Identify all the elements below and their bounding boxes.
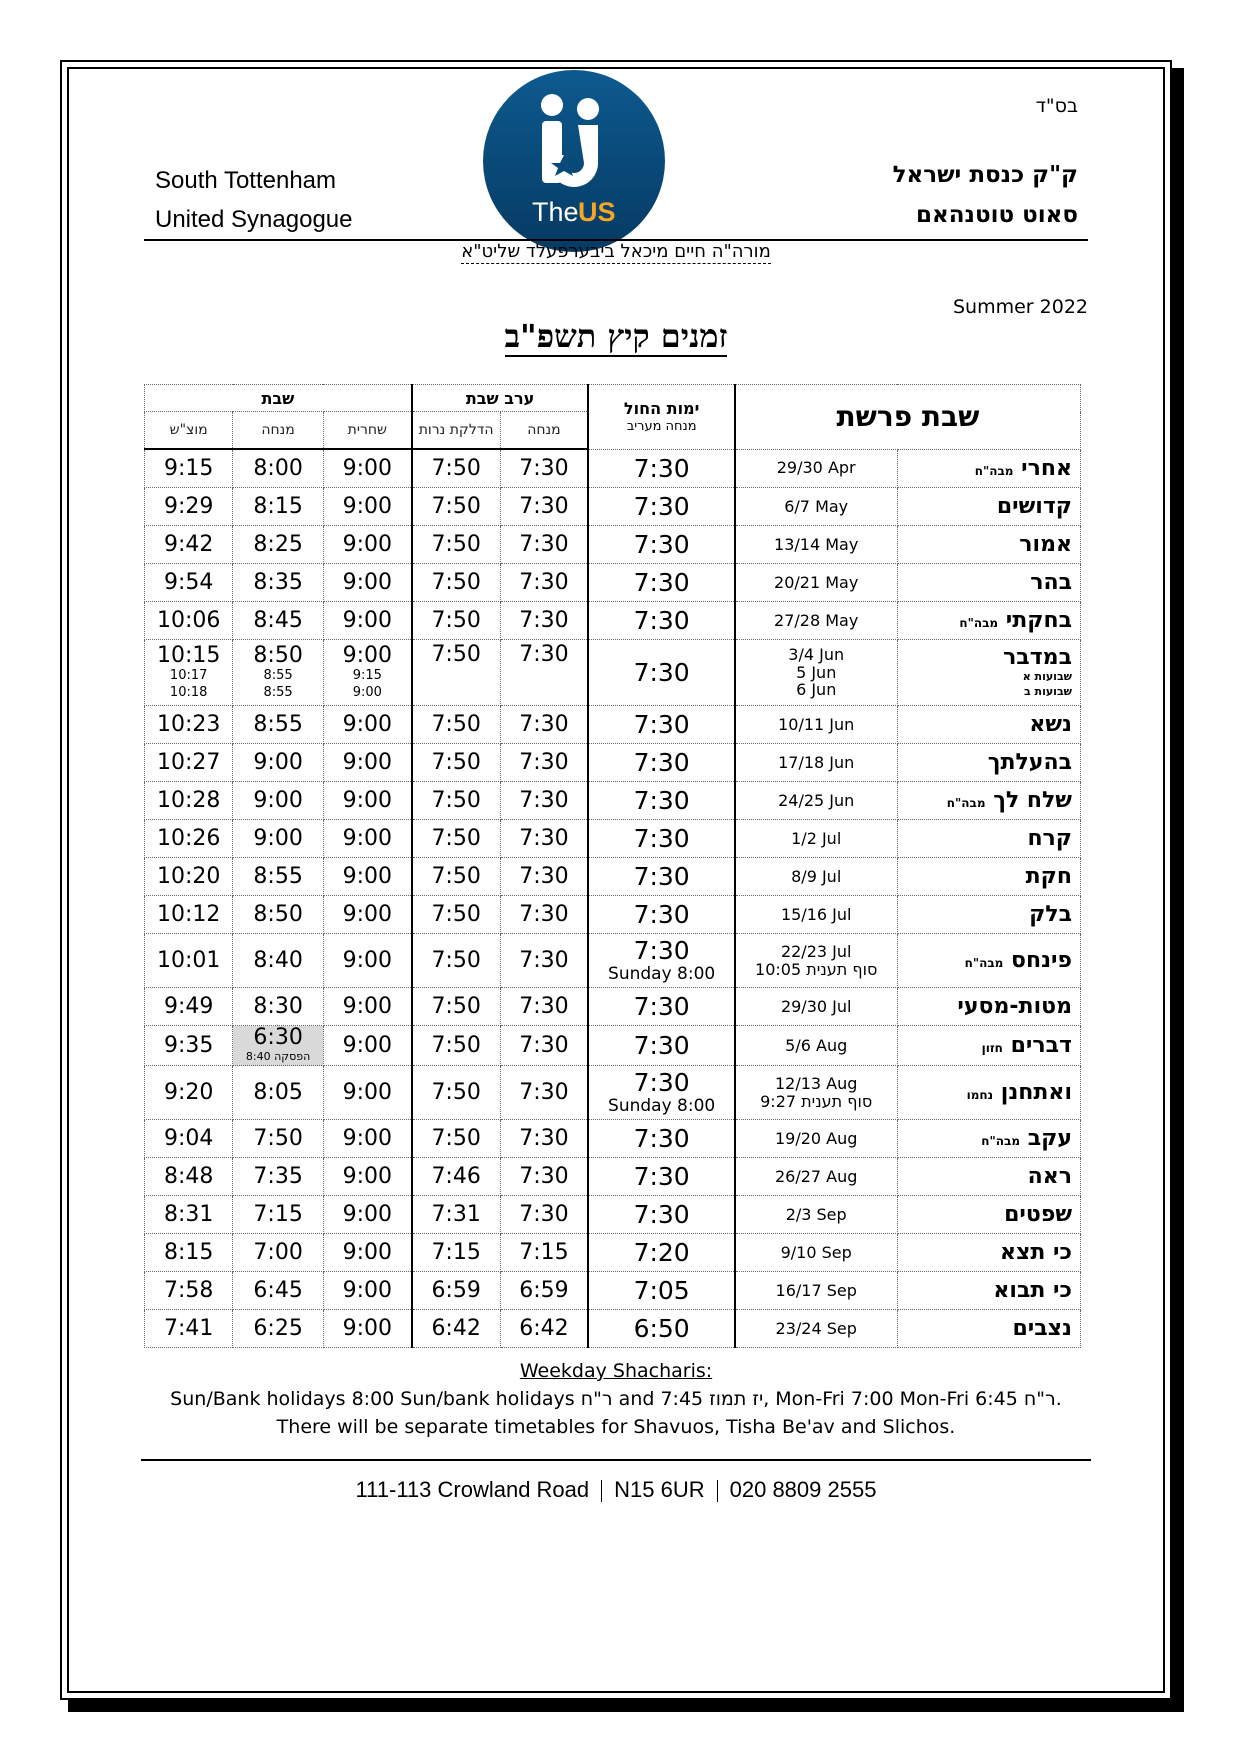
page-title-text: זמנים קיץ תשפ"ב xyxy=(504,317,728,355)
parsha-name: קדושים xyxy=(996,494,1072,519)
shachris-time: 9:00 xyxy=(323,858,411,896)
candle-lighting-time: 7:50 xyxy=(412,1120,500,1158)
shachris-time: 9:00 xyxy=(323,820,411,858)
shachris-time: 9:00 xyxy=(323,488,411,526)
parsha-cell xyxy=(897,1196,1080,1234)
parsha-name: פינחס xyxy=(1011,948,1072,973)
header-parsha: שבת פרשת xyxy=(735,385,1081,450)
table-row xyxy=(145,744,1081,782)
motzash-time: 8:31 xyxy=(145,1196,233,1234)
weekday-mincha-time: 7:30 xyxy=(588,1196,734,1234)
shachris-time: 9:00 xyxy=(323,706,411,744)
candle-lighting-time: 7:50 xyxy=(412,602,500,640)
table-row xyxy=(145,1272,1081,1310)
mincha-erev-time: 7:30 xyxy=(500,744,588,782)
mincha-erev-time: 7:30 xyxy=(500,1196,588,1234)
parsha-cell xyxy=(897,449,1080,488)
parsha-name: במדבר xyxy=(1003,645,1072,671)
mincha-shabbos-time: 8:40 xyxy=(233,934,324,988)
mincha-erev-time: 6:59 xyxy=(500,1272,588,1310)
mincha-erev-time: 7:30 xyxy=(500,449,588,488)
candle-lighting-time: 7:50 xyxy=(412,744,500,782)
mincha-shabbos-time: 7:15 xyxy=(233,1196,324,1234)
weekday-mincha-time: 7:30 xyxy=(588,449,734,488)
table-row xyxy=(145,988,1081,1026)
mincha-shabbos-time: 6:45 xyxy=(233,1272,324,1310)
parsha-name: כי תבוא xyxy=(993,1278,1072,1303)
motzash-time: 9:15 xyxy=(145,449,233,488)
date-cell: 16/17 Sep xyxy=(735,1272,897,1310)
motzash-time: 10:27 xyxy=(145,744,233,782)
header-shabbos: שבת xyxy=(145,385,412,412)
mincha-shabbos-time: 7:35 xyxy=(233,1158,324,1196)
date-cell: 29/30 Jul xyxy=(735,988,897,1026)
rabbi-name: מורה"ה חיים מיכאל ביבערפעלד שליט"א xyxy=(461,241,771,262)
parsha-name: בהר xyxy=(1030,570,1072,595)
separator xyxy=(717,1480,718,1502)
weekday-mincha-time: 7:30 Sunday 8:00 xyxy=(588,934,734,988)
parsha-cell xyxy=(897,896,1080,934)
page-frame xyxy=(60,60,1172,1700)
table-row xyxy=(145,782,1081,820)
weekday-mincha-time: 7:30 xyxy=(588,488,734,526)
parsha-name: חקת xyxy=(1025,864,1072,889)
separate-timetables-note: There will be separate timetables for Shavuos, Tisha Be'av and Slichos. xyxy=(276,1416,956,1438)
date-cell: 26/27 Aug xyxy=(735,1158,897,1196)
address-line xyxy=(69,1477,1163,1503)
parsha-cell xyxy=(897,744,1080,782)
parsha-name: אמור xyxy=(1019,532,1072,557)
shachris-time: 9:00 xyxy=(323,1234,411,1272)
zmanim-table xyxy=(144,384,1081,1348)
logo-text-the: The xyxy=(532,197,579,227)
parsha-note: מבה"ח xyxy=(946,796,986,810)
candle-lighting-time: 7:50 xyxy=(412,820,500,858)
mincha-erev-time: 7:30 xyxy=(500,896,588,934)
date-cell: 22/23 Jul סוף תענית 10:05 xyxy=(735,934,897,988)
candle-lighting-time: 7:50 xyxy=(412,706,500,744)
mincha-shabbos-time: 8:35 xyxy=(233,564,324,602)
mincha-shabbos-time: 8:25 xyxy=(233,526,324,564)
weekday-mincha-time: 7:30 xyxy=(588,564,734,602)
table-row xyxy=(145,820,1081,858)
org-name-he-line1: ק"ק כנסת ישראל xyxy=(892,162,1078,188)
parsha-cell xyxy=(897,988,1080,1026)
shachris-time: 9:00 xyxy=(323,782,411,820)
weekday-mincha-time: 7:30 xyxy=(588,1120,734,1158)
table-row xyxy=(145,1234,1081,1272)
mincha-shabbos-time: 7:50 xyxy=(233,1120,324,1158)
mincha-shabbos-time: 8:45 xyxy=(233,602,324,640)
candle-lighting-time: 7:50 xyxy=(412,564,500,602)
motzash-time: 10:28 xyxy=(145,782,233,820)
bsd-mark: בס"ד xyxy=(1035,95,1078,117)
shachris-time: 9:00 xyxy=(323,934,411,988)
shachris-time: 9:00 xyxy=(323,988,411,1026)
theus-logo xyxy=(482,69,666,253)
mincha-erev-time: 7:30 xyxy=(500,602,588,640)
date-cell: 2/3 Sep xyxy=(735,1196,897,1234)
mincha-shabbos-time: 9:00 xyxy=(233,744,324,782)
weekday-mincha-time: 7:30 xyxy=(588,1158,734,1196)
parsha-name: נשא xyxy=(1029,712,1072,737)
motzash-time: 10:23 xyxy=(145,706,233,744)
mincha-shabbos-time: 8:15 xyxy=(233,488,324,526)
candle-lighting-time: 7:50 xyxy=(412,640,500,706)
table-row xyxy=(145,1066,1081,1120)
org-name-en-line2: United Synagogue xyxy=(155,206,353,233)
parsha-name: שפטים xyxy=(1004,1202,1072,1227)
candle-lighting-time: 7:50 xyxy=(412,896,500,934)
table-row xyxy=(145,896,1081,934)
mincha-erev-time: 7:30 xyxy=(500,858,588,896)
parsha-cell: ואתחנן נחמו xyxy=(897,1066,1080,1120)
motzash-time: 10:01 xyxy=(145,934,233,988)
shachris-time: 9:00 xyxy=(323,896,411,934)
mincha-erev-time: 7:30 xyxy=(500,1026,588,1066)
parsha-cell xyxy=(897,488,1080,526)
street-address: 111-113 Crowland Road xyxy=(355,1477,590,1502)
table-row xyxy=(145,640,1081,706)
date-cell: 13/14 May xyxy=(735,526,897,564)
date-cell: 19/20 Aug xyxy=(735,1120,897,1158)
parsha-name: מטות-מסעי xyxy=(957,994,1072,1019)
shachris-time: 9:00 xyxy=(323,1026,411,1066)
mincha-erev-time: 7:30 xyxy=(500,706,588,744)
header-weekday xyxy=(588,385,734,450)
mincha-erev-time: 7:15 xyxy=(500,1234,588,1272)
motzash-time: 8:15 xyxy=(145,1234,233,1272)
header-shachris: שחרית xyxy=(323,412,411,450)
shachris-time: 9:00 xyxy=(323,449,411,488)
motzash-time: 9:54 xyxy=(145,564,233,602)
motzash-time: 9:42 xyxy=(145,526,233,564)
candle-lighting-time: 7:50 xyxy=(412,1026,500,1066)
date-cell: 20/21 May xyxy=(735,564,897,602)
motzash-time: 9:49 xyxy=(145,988,233,1026)
motzash-time: 10:06 xyxy=(145,602,233,640)
date-cell: 6/7 May xyxy=(735,488,897,526)
candle-lighting-time: 7:46 xyxy=(412,1158,500,1196)
candle-lighting-time: 7:50 xyxy=(412,988,500,1026)
parsha-name: בהעלתך xyxy=(987,750,1072,775)
header-mincha-shabbos: מנחה xyxy=(233,412,324,450)
date-cell: 1/2 Jul xyxy=(735,820,897,858)
mincha-erev-time: 7:30 xyxy=(500,526,588,564)
parsha-cell: דברים חזון xyxy=(897,1026,1080,1066)
header-candles: הדלקת נרות xyxy=(412,412,500,450)
date-cell: 27/28 May xyxy=(735,602,897,640)
mincha-shabbos-time: 6:30 הפסקה 8:40 xyxy=(233,1026,324,1066)
table-row xyxy=(145,1310,1081,1348)
shachris-time: 9:00 xyxy=(323,564,411,602)
mincha-shabbos-time: 7:00 xyxy=(233,1234,324,1272)
parsha-name: בלק xyxy=(1029,902,1072,927)
parsha-cell: במדבר שבועות א שבועות ב xyxy=(897,640,1080,706)
mincha-erev-time: 7:30 xyxy=(500,640,588,706)
parsha-cell xyxy=(897,1310,1080,1348)
date-cell: 24/25 Jun xyxy=(735,782,897,820)
weekday-mincha-time: 7:30 xyxy=(588,782,734,820)
candle-lighting-time: 6:42 xyxy=(412,1310,500,1348)
parsha-name: דברים xyxy=(1010,1033,1072,1058)
parsha-cell xyxy=(897,564,1080,602)
candle-lighting-time: 7:15 xyxy=(412,1234,500,1272)
shachris-time: 9:00 xyxy=(323,1158,411,1196)
shachris-time: 9:00 xyxy=(323,744,411,782)
mincha-erev-time: 7:30 xyxy=(500,1066,588,1120)
motzash-time: 8:48 xyxy=(145,1158,233,1196)
candle-lighting-time: 7:50 xyxy=(412,858,500,896)
page-title xyxy=(69,317,1163,355)
postcode: N15 6UR xyxy=(614,1477,705,1502)
header-mincha-erev: מנחה xyxy=(500,412,588,450)
mincha-shabbos-time: 8:55 xyxy=(233,706,324,744)
shachris-time: 9:00 xyxy=(323,1310,411,1348)
date-cell: 3/4 Jun 5 Jun 6 Jun xyxy=(735,640,897,706)
weekday-shacharis-times: Sun/Bank holidays 8:00 Sun/bank holidays ר"ח and יז תמוז 7:45, Mon-Fri 7:00 Mon-Fri ר"ח 6:45. xyxy=(170,1388,1062,1410)
mincha-erev-time: 7:30 xyxy=(500,1120,588,1158)
weekday-mincha-time: 7:30 xyxy=(588,706,734,744)
separator xyxy=(601,1480,602,1502)
candle-lighting-time: 7:50 xyxy=(412,1066,500,1120)
weekday-mincha-time: 7:30 xyxy=(588,526,734,564)
table-row xyxy=(145,1026,1081,1066)
mincha-shabbos-time: 8:55 xyxy=(233,858,324,896)
page-inner-frame xyxy=(67,67,1165,1693)
mincha-erev-time: 7:30 xyxy=(500,988,588,1026)
mincha-erev-time: 7:30 xyxy=(500,488,588,526)
table-row xyxy=(145,706,1081,744)
parsha-name: נצבים xyxy=(1012,1316,1072,1341)
mincha-shabbos-time: 6:25 xyxy=(233,1310,324,1348)
motzash-time: 10:20 xyxy=(145,858,233,896)
parsha-cell xyxy=(897,1120,1080,1158)
weekday-mincha-time: 7:30 xyxy=(588,988,734,1026)
table-row xyxy=(145,858,1081,896)
logo-text-us: US xyxy=(578,197,616,227)
motzash-time: 10:26 xyxy=(145,820,233,858)
table-row xyxy=(145,1158,1081,1196)
table-row xyxy=(145,564,1081,602)
parsha-name: אחרי xyxy=(1021,455,1072,481)
weekday-mincha-time: 7:20 xyxy=(588,1234,734,1272)
parsha-name: ואתחנן xyxy=(1000,1080,1072,1105)
parsha-cell xyxy=(897,1272,1080,1310)
parsha-cell xyxy=(897,526,1080,564)
rabbi-line xyxy=(69,241,1163,262)
date-cell: 8/9 Jul xyxy=(735,858,897,896)
motzash-time: 10:12 xyxy=(145,896,233,934)
weekday-mincha-time: 7:05 xyxy=(588,1272,734,1310)
mincha-erev-time: 7:30 xyxy=(500,820,588,858)
motzash-time: 10:15 10:17 10:18 xyxy=(145,640,233,706)
parsha-cell xyxy=(897,706,1080,744)
candle-lighting-time: 7:50 xyxy=(412,449,500,488)
parsha-cell: פינחס מבה"ח xyxy=(897,934,1080,988)
weekday-mincha-time: 7:30 xyxy=(588,640,734,706)
candle-lighting-time: 7:50 xyxy=(412,526,500,564)
shachris-time: 9:00 xyxy=(323,1120,411,1158)
weekday-mincha-time: 7:30 xyxy=(588,602,734,640)
mincha-erev-time: 6:42 xyxy=(500,1310,588,1348)
date-cell: 5/6 Aug xyxy=(735,1026,897,1066)
mincha-shabbos-time: 9:00 xyxy=(233,820,324,858)
table-row xyxy=(145,449,1081,488)
date-cell: 15/16 Jul xyxy=(735,896,897,934)
parsha-name: שלח לך xyxy=(993,788,1072,813)
table-row xyxy=(145,526,1081,564)
parsha-cell xyxy=(897,858,1080,896)
parsha-cell xyxy=(897,602,1080,640)
zmanim-table-body xyxy=(145,449,1081,1348)
weekday-mincha-time: 7:30 xyxy=(588,820,734,858)
weekday-mincha-time: 7:30 xyxy=(588,896,734,934)
motzash-time: 9:35 xyxy=(145,1026,233,1066)
mincha-erev-time: 7:30 xyxy=(500,1158,588,1196)
mincha-shabbos-time: 9:00 xyxy=(233,782,324,820)
parsha-note: מבה"ח xyxy=(974,463,1014,478)
season-label: Summer 2022 xyxy=(952,296,1088,318)
shachris-time: 9:00 xyxy=(323,602,411,640)
header-weekday-sub: מנחה מעריב xyxy=(626,418,697,434)
table-row xyxy=(145,488,1081,526)
motzash-time: 9:04 xyxy=(145,1120,233,1158)
candle-lighting-time: 6:59 xyxy=(412,1272,500,1310)
table-row xyxy=(145,1120,1081,1158)
mincha-shabbos-time: 8:00 xyxy=(233,449,324,488)
shachris-time: 9:00 xyxy=(323,526,411,564)
date-cell: 23/24 Sep xyxy=(735,1310,897,1348)
mincha-shabbos-time: 8:50 8:55 8:55 xyxy=(233,640,324,706)
candle-lighting-time: 7:50 xyxy=(412,488,500,526)
parsha-note: מבה"ח xyxy=(981,1134,1021,1148)
motzash-time: 9:20 xyxy=(145,1066,233,1120)
weekday-shacharis-heading: Weekday Shacharis: xyxy=(519,1360,713,1382)
parsha-note: מבה"ח xyxy=(959,616,999,630)
date-cell: 10/11 Jun xyxy=(735,706,897,744)
shachris-time: 9:00 xyxy=(323,1196,411,1234)
date-cell: 17/18 Jun xyxy=(735,744,897,782)
weekday-mincha-time: 7:30 xyxy=(588,1026,734,1066)
phone-number: 020 8809 2555 xyxy=(729,1477,877,1502)
parsha-name: עקב xyxy=(1027,1126,1072,1151)
mincha-shabbos-time: 8:50 xyxy=(233,896,324,934)
shachris-time: 9:00 xyxy=(323,1066,411,1120)
parsha-name: ראה xyxy=(1027,1164,1072,1189)
candle-lighting-time: 7:50 xyxy=(412,782,500,820)
mincha-erev-time: 7:30 xyxy=(500,782,588,820)
date-cell: 12/13 Aug סוף תענית 9:27 xyxy=(735,1066,897,1120)
date-cell: 29/30 Apr xyxy=(735,449,897,488)
date-cell: 9/10 Sep xyxy=(735,1234,897,1272)
table-row xyxy=(145,934,1081,988)
parsha-cell xyxy=(897,1158,1080,1196)
motzash-time: 7:58 xyxy=(145,1272,233,1310)
candle-lighting-time: 7:31 xyxy=(412,1196,500,1234)
parsha-name: בחקתי xyxy=(1005,608,1072,633)
motzash-time: 9:29 xyxy=(145,488,233,526)
weekday-mincha-time: 6:50 xyxy=(588,1310,734,1348)
table-row xyxy=(145,602,1081,640)
motzash-time: 7:41 xyxy=(145,1310,233,1348)
shachris-time: 9:00 9:15 9:00 xyxy=(323,640,411,706)
parsha-name: קרח xyxy=(1027,826,1072,851)
mincha-shabbos-time: 8:05 xyxy=(233,1066,324,1120)
org-name-en-line1: South Tottenham xyxy=(155,167,337,194)
header-motzash: מוצ"ש xyxy=(145,412,233,450)
header-erev-shabbos: ערב שבת xyxy=(412,385,589,412)
weekday-mincha-time: 7:30 xyxy=(588,858,734,896)
org-name-he-line2: סאוט טוטנהאם xyxy=(915,202,1078,228)
table-row xyxy=(145,1196,1081,1234)
header-weekday-title: ימות החול xyxy=(623,399,700,419)
shachris-time: 9:00 xyxy=(323,1272,411,1310)
mincha-erev-time: 7:30 xyxy=(500,934,588,988)
mincha-shabbos-time: 8:30 xyxy=(233,988,324,1026)
mincha-erev-time: 7:30 xyxy=(500,564,588,602)
parsha-cell xyxy=(897,820,1080,858)
parsha-name: כי תצא xyxy=(999,1240,1072,1265)
weekday-mincha-time: 7:30 xyxy=(588,744,734,782)
parsha-cell xyxy=(897,1234,1080,1272)
weekday-mincha-time: 7:30 Sunday 8:00 xyxy=(588,1066,734,1120)
footer-notes xyxy=(69,1357,1163,1441)
footer-rule xyxy=(141,1459,1091,1461)
candle-lighting-time: 7:50 xyxy=(412,934,500,988)
parsha-cell xyxy=(897,782,1080,820)
